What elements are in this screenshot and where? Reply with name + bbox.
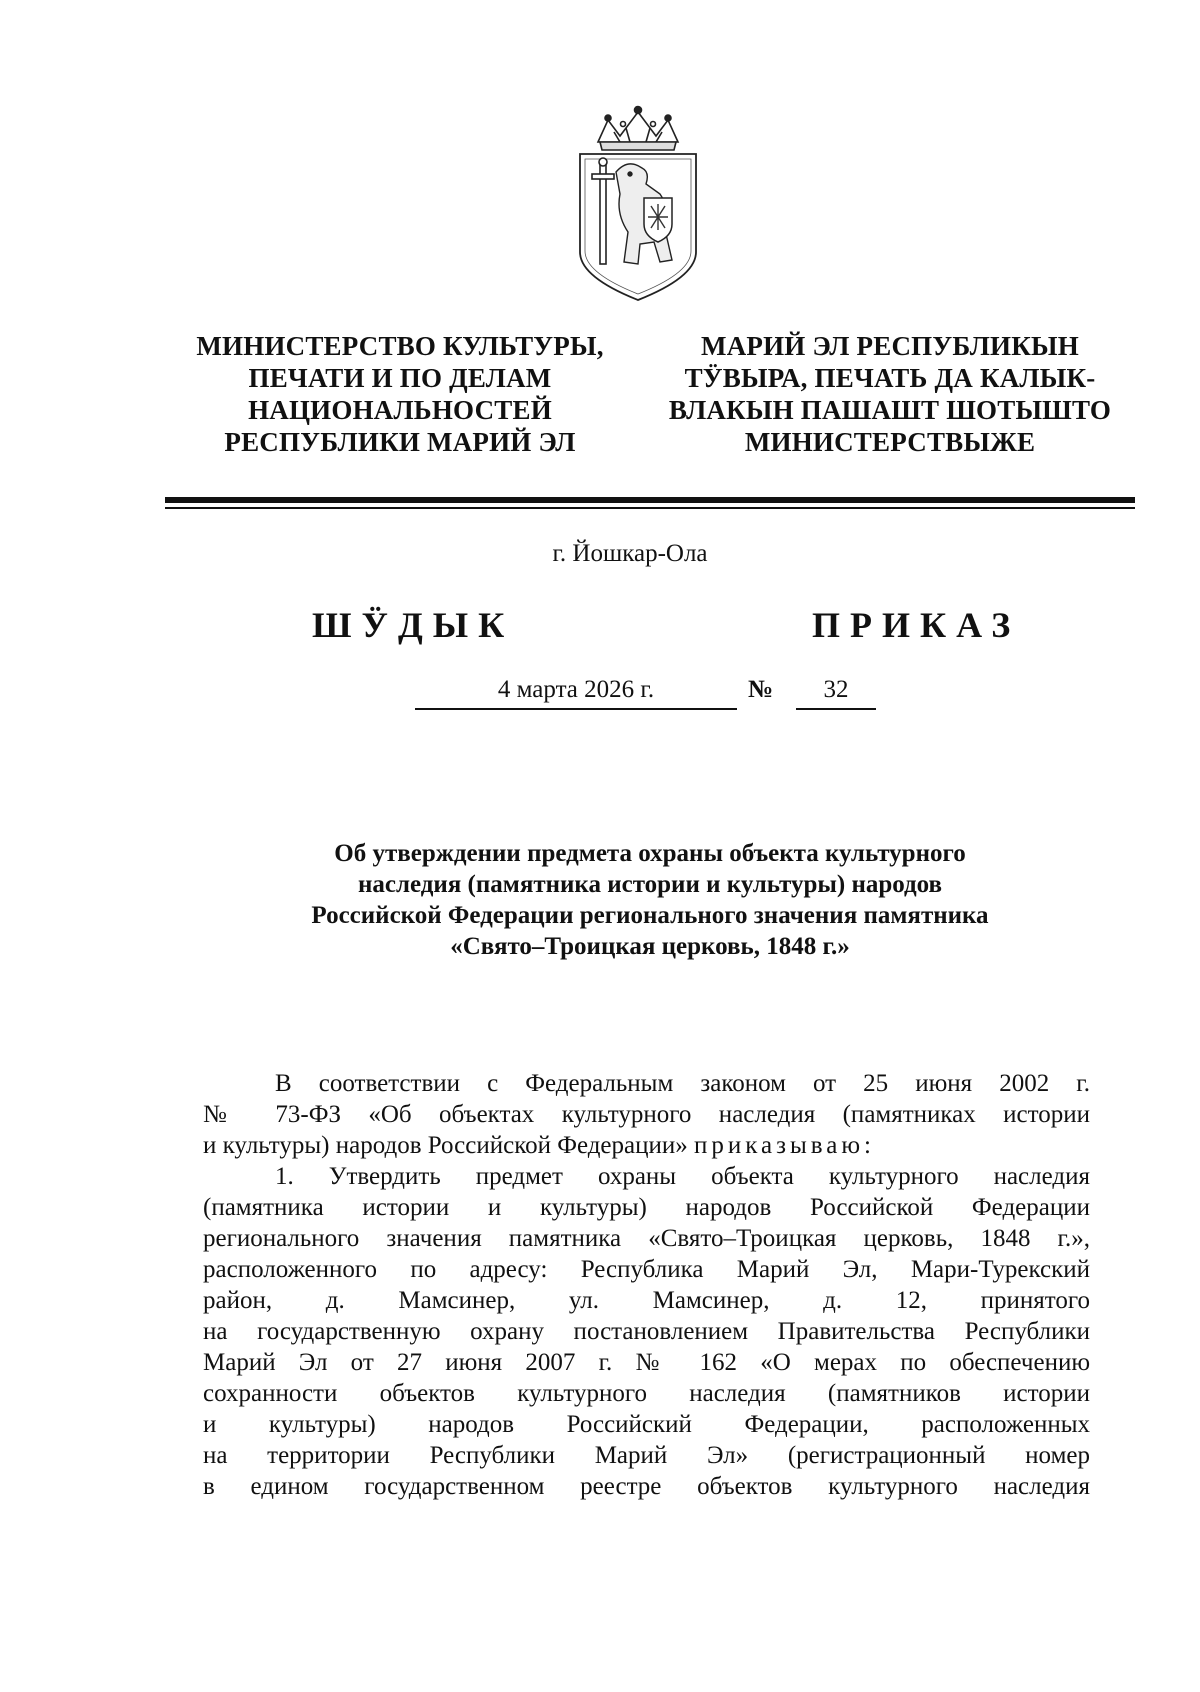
document-title-mari: ШӰДЫК (312, 605, 515, 645)
body-line: Марий Эл от 27 июня 2007 г. № 162 «О мерах по обеспечению (203, 1349, 1090, 1376)
body-line: № 73-ФЗ «Об объектах культурного наследия (памятниках истории (203, 1101, 1090, 1128)
body-line: 1. Утвердить предмет охраны объекта культурного наследия (275, 1163, 1090, 1190)
order-subject-line: наследия (памятника истории и культуры) народов (357, 871, 943, 898)
order-date: 4 марта 2026 г. (497, 676, 655, 703)
body-line: и культуры) народов Российский Федерации, расположенных (203, 1411, 1090, 1438)
body-line: (памятника истории и культуры) народов Российской Федерации (203, 1194, 1090, 1221)
order-number-sign: № (748, 676, 774, 703)
ministry-name-line: ПЕЧАТИ И ПО ДЕЛАМ (248, 363, 552, 393)
ministry-name-line: НАЦИОНАЛЬНОСТЕЙ (248, 395, 552, 425)
body-line: в едином государственном реестре объектов культурного наследия (203, 1473, 1090, 1500)
order-body (203, 1068, 1090, 1502)
order-subject-line: «Свято–Троицкая церковь, 1848 г.» (450, 933, 850, 960)
order-number-underline (796, 708, 876, 710)
order-keyword: приказываю: (694, 1132, 876, 1159)
body-line: район, д. Мамсинер, ул. Мамсинер, д. 12, принятого (203, 1287, 1090, 1314)
document-title-russian: ПРИКАЗ (812, 605, 1021, 645)
order-subject-line: Об утверждении предмета охраны объекта культурного (334, 840, 966, 867)
ministry-name-line: МАРИЙ ЭЛ РЕСПУБЛИКЫН (701, 331, 1079, 361)
coat-of-arms-emblem (568, 102, 708, 302)
body-line: расположенного по адресу: Республика Марий Эл, Мари-Турекский (203, 1256, 1090, 1283)
small-shield-icon (644, 198, 672, 242)
header-divider-thin (165, 507, 1135, 509)
crown-icon (598, 107, 678, 151)
ministry-name-line: ТӰВЫРА, ПЕЧАТЬ ДА КАЛЫК- (684, 363, 1096, 393)
body-line: сохранности объектов культурного наследия (памятников истории (203, 1380, 1090, 1407)
ministry-name-mari (640, 330, 1140, 458)
body-line: регионального значения памятника «Свято–Троицкая церковь, 1848 г.», (203, 1225, 1090, 1252)
body-line: В соответствии с Федеральным законом от 25 июня 2002 г. (275, 1070, 1090, 1097)
ministry-name-line: МИНИСТЕРСТВО КУЛЬТУРЫ, (196, 331, 604, 361)
order-subject-line: Российской Федерации регионального значения памятника (311, 902, 989, 929)
ministry-name-russian (170, 330, 630, 458)
order-number: 32 (823, 676, 849, 703)
ministry-name-line: МИНИСТЕРСТВЫЖЕ (744, 427, 1036, 457)
body-line: на государственную охрану постановлением Правительства Республики (203, 1318, 1090, 1345)
header-divider-thick (165, 497, 1135, 503)
body-line: на территории Республики Марий Эл» (регистрационный номер (203, 1442, 1090, 1469)
order-subject (200, 838, 1100, 962)
body-line (203, 1130, 1090, 1161)
order-date-underline (415, 708, 737, 710)
ministry-name-line: ВЛАКЫН ПАШАШТ ШОТЫШТО (668, 395, 1112, 425)
body-line-segment: и культуры) народов Российской Федерации» (203, 1132, 688, 1159)
ministry-name-line: РЕСПУБЛИКИ МАРИЙ ЭЛ (224, 427, 576, 457)
city-name: г. Йошкар-Ола (552, 540, 708, 567)
